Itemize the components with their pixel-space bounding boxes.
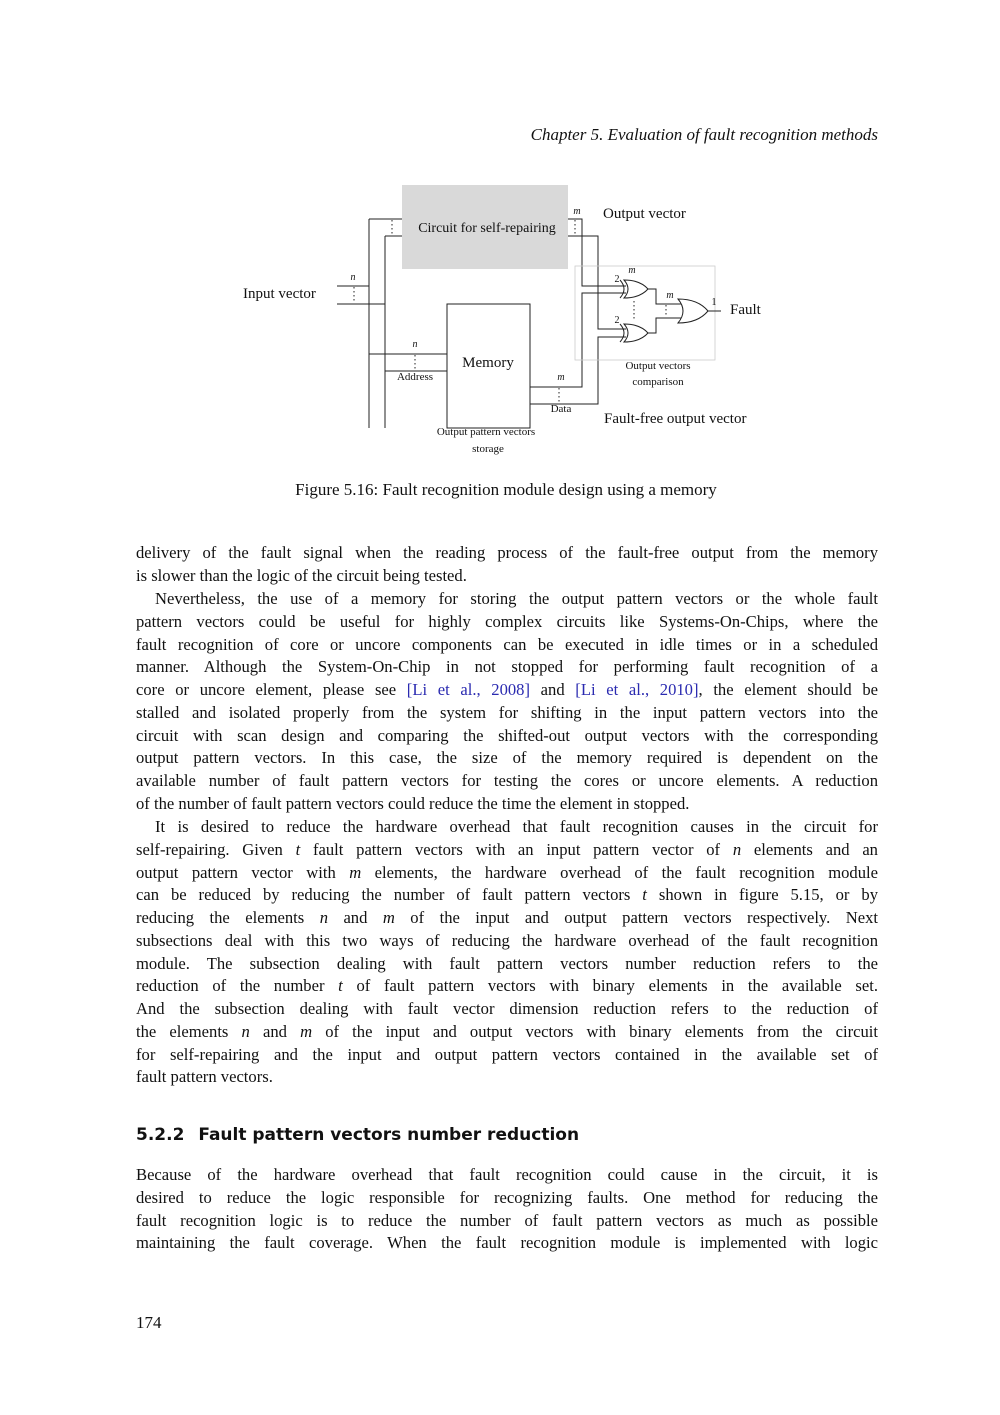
bus-width-m: m [573, 206, 581, 217]
paragraph [136, 588, 878, 816]
bus-width-n: n [350, 272, 356, 283]
section-title: Fault pattern vectors number reduction [198, 1125, 580, 1145]
math-variable: m [300, 1021, 313, 1041]
text-line [136, 747, 878, 770]
text-segment: is slower than the logic of the circuit being tested. [136, 565, 467, 585]
text-segment: stalled and isolated properly from the system for shifting in the input pattern vectors into the [136, 702, 878, 722]
page-number: 174 [136, 1313, 162, 1332]
text-line [136, 611, 878, 634]
body-text-bottom [136, 1164, 878, 1256]
text-segment: desired to reduce the logic responsible for recognizing faults. One method for reducing the [136, 1187, 878, 1207]
text-segment: It is desired to reduce the hardware overhead that fault recognition causes in the circuit for [155, 817, 878, 836]
text-line [136, 975, 878, 998]
math-variable: m [349, 862, 362, 882]
running-head: Chapter 5. Evaluation of fault recognition methods [530, 125, 878, 144]
citation-link[interactable]: [Li et al., 2010] [575, 680, 699, 699]
text-segment: can be reduced by reducing the number of fault pattern vectors [136, 885, 643, 905]
text-segment: subsections deal with this two ways of reducing the hardware overhead of the fault recognition [136, 930, 878, 950]
text-line [136, 656, 878, 679]
text-segment: And the subsection dealing with fault vector dimension reduction refers to the reduction of [136, 999, 878, 1018]
text-segment: pattern vectors could be useful for highly complex circuits like Systems-On-Chips, where the [136, 611, 878, 631]
text-line [136, 725, 878, 748]
text-segment: self-repairing. Given [136, 839, 296, 859]
or-output-count: 1 [711, 297, 717, 308]
text-line [136, 679, 878, 702]
input-vector-label: Input vector [243, 286, 316, 302]
text-segment: shown in figure 5.15, or by [646, 885, 878, 905]
bus-width-m: m [557, 372, 565, 383]
body-text-top [136, 542, 878, 1090]
text-segment: available number of fault pattern vectors for testing the cores or uncore elements. A reduction [136, 771, 878, 790]
text-line [136, 793, 878, 816]
text-segment: maintaining the fault coverage. When the fault recognition module is implemented with logic [136, 1233, 878, 1253]
text-segment: module. The subsection dealing with fault pattern vectors number reduction refers to the [136, 953, 878, 973]
comparison-label-1: Output vectors [625, 360, 691, 372]
xor-gate-bottom [620, 324, 648, 342]
data-label: Data [550, 403, 572, 415]
text-segment: , the element should be [698, 680, 879, 699]
fault-label: Fault [730, 302, 761, 318]
text-segment: fault pattern vectors with an input pattern vector of [300, 839, 733, 859]
gate-input-count: 2 [614, 315, 620, 326]
text-segment: of fault pattern vectors with binary elements in the available set. [342, 976, 878, 996]
text-line [136, 1066, 878, 1089]
bus-width-m: m [666, 290, 674, 301]
math-variable: n [319, 908, 328, 927]
text-line [136, 930, 878, 953]
math-variable: t [295, 839, 301, 859]
math-variable: t [642, 885, 647, 905]
text-line [136, 1044, 878, 1067]
text-line [136, 1187, 878, 1210]
text-segment: output pattern vector with [136, 862, 350, 882]
text-segment: reduction of the number [136, 976, 339, 996]
math-variable: n [732, 839, 742, 859]
text-line [136, 702, 878, 725]
math-variable: t [338, 976, 343, 996]
text-line [136, 884, 878, 907]
text-segment: of the input and output vectors with binary elements from the circuit [312, 1021, 878, 1041]
text-line [136, 953, 878, 976]
text-line [136, 565, 878, 588]
text-line [136, 1232, 878, 1255]
text-line [136, 1164, 878, 1187]
comparison-label-2: comparison [632, 376, 684, 388]
text-line [136, 770, 878, 793]
or-gate [678, 299, 708, 323]
storage-label-2: storage [472, 443, 504, 455]
text-segment: fault pattern vectors. [136, 1067, 273, 1087]
text-line [136, 907, 878, 930]
paragraph [136, 1164, 878, 1255]
text-line [136, 542, 878, 565]
text-segment: of the input and output pattern vectors respectively. Next [394, 908, 879, 927]
text-segment: manner. Although the System-On-Chip in not stopped for performing fault recognition of a [136, 657, 878, 677]
paragraph [136, 816, 878, 1089]
text-segment: fault recognition logic is to reduce the number of fault pattern vectors as much as possible [136, 1210, 878, 1230]
citation-link[interactable]: [Li et al., 2008] [406, 680, 531, 699]
figure-diagram [0, 0, 1000, 470]
section-heading [136, 1125, 579, 1145]
section-number: 5.2.2 [136, 1125, 185, 1145]
text-segment: of the number of fault pattern vectors could reduce the time the element in stopped. [136, 793, 690, 813]
text-segment: fault recognition of core or uncore components can be executed in idle times or in a scheduled [136, 634, 878, 654]
math-variable: n [241, 1021, 250, 1041]
text-line [136, 588, 878, 611]
text-segment: delivery of the fault signal when the reading process of the fault-free output from the memory [136, 543, 878, 562]
figure-caption: Figure 5.16: Fault recognition module design using a memory [295, 480, 717, 499]
output-vector-label: Output vector [603, 206, 686, 222]
gate-input-count: 2 [614, 274, 620, 285]
memory-label: Memory [462, 355, 514, 371]
bus-width-n: n [412, 339, 418, 350]
text-segment: Nevertheless, the use of a memory for storing the output pattern vectors or the whole fault [155, 589, 878, 608]
text-segment: elements and an [741, 839, 878, 859]
text-segment: elements, the hardware overhead of the fault recognition module [361, 862, 878, 882]
text-line [136, 839, 878, 862]
text-segment: for self-repairing and the input and output pattern vectors contained in the available set of [136, 1044, 878, 1064]
text-segment: and [530, 680, 576, 699]
text-line [136, 1021, 878, 1044]
text-line [136, 862, 878, 885]
text-line [136, 634, 878, 657]
text-segment: and [249, 1021, 301, 1041]
bus-width-m: m [628, 265, 636, 276]
xor-gate-top [620, 280, 648, 298]
text-segment: core or uncore element, please see [136, 680, 407, 699]
storage-label-1: Output pattern vectors [436, 426, 536, 438]
text-segment: and [327, 908, 383, 927]
math-variable: m [382, 908, 395, 927]
circuit-label: Circuit for self-repairing [418, 221, 556, 236]
text-line [136, 998, 878, 1021]
address-label: Address [396, 371, 434, 383]
text-segment: reducing the elements [136, 908, 320, 927]
text-line [136, 1210, 878, 1233]
paragraph [136, 542, 878, 588]
text-segment: Because of the hardware overhead that fault recognition could cause in the circuit, it is [136, 1165, 878, 1184]
text-segment: output pattern vectors. In this case, the size of the memory required is dependent on the [136, 748, 878, 768]
fault-free-output-label: Fault-free output vector [604, 411, 747, 427]
text-segment: circuit with scan design and comparing the shifted-out output vectors with the corresponding [136, 725, 878, 745]
text-line [136, 816, 878, 839]
text-segment: the elements [136, 1021, 242, 1041]
